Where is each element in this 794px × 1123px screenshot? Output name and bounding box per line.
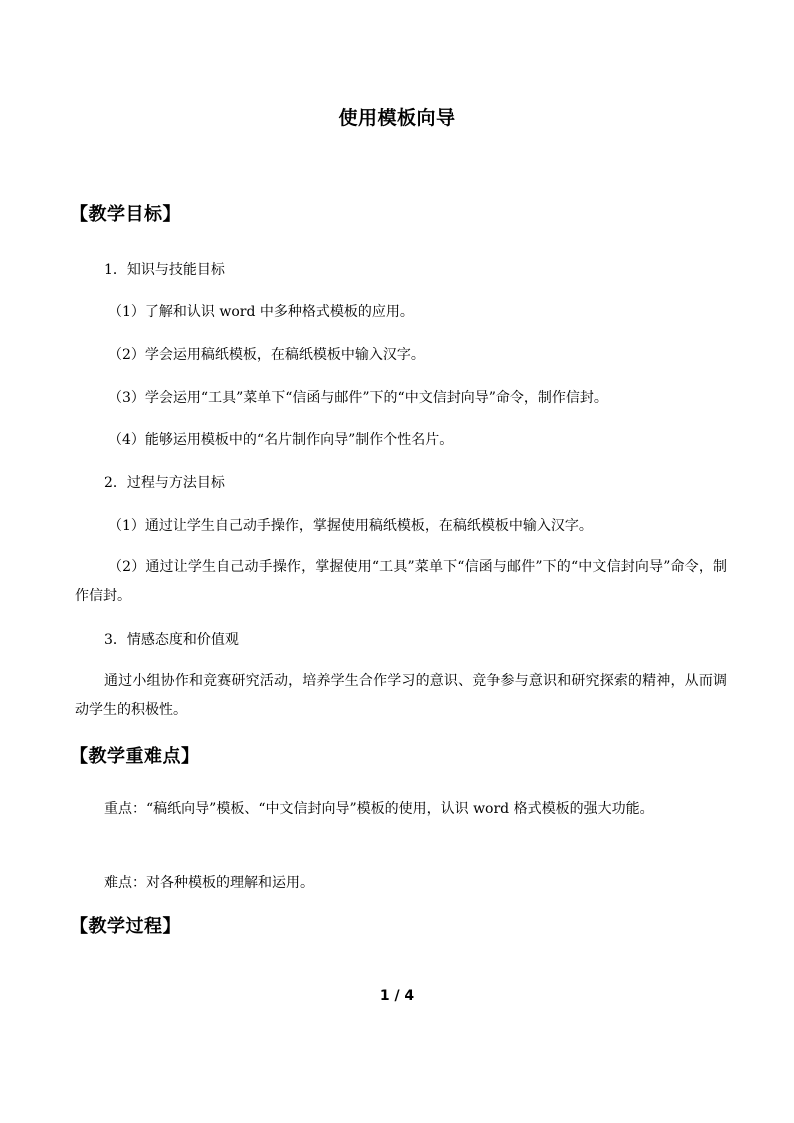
document-title: 使用模板向导 — [338, 107, 456, 129]
page-number: 1 / 4 — [379, 988, 415, 1004]
objective-knowledge-item-1: （1）了解和认识 word 中多种格式模板的应用。 — [108, 304, 414, 320]
objective-knowledge-item-4: （4）能够运用模板中的“名片制作向导”制作个性名片。 — [108, 432, 454, 448]
objective-knowledge-label: 1．知识与技能目标 — [104, 262, 225, 278]
heading-key-points: 【教学重难点】 — [70, 746, 200, 767]
objective-process-item-1: （1）通过让学生自己动手操作，掌握使用稿纸模板，在稿纸模板中输入汉字。 — [108, 518, 593, 534]
key-point-focus: 重点：“稿纸向导”模板、“中文信封向导”模板的使用，认识 word 格式模板的强大功能。 — [104, 801, 654, 817]
objective-attitude-text: 通过小组协作和竞赛研究活动，培养学生合作学习的意识、竞争参与意识和研究探索的精神，从而调动学生的积极性。 — [75, 673, 727, 718]
objective-process-item-2: （2）通过让学生自己动手操作，掌握使用“工具”菜单下“信函与邮件”下的“中文信封向导”命令，制作信封。 — [75, 559, 727, 604]
objective-attitude-label: 3．情感态度和价值观 — [104, 632, 239, 648]
key-point-difficulty: 难点：对各种模板的理解和运用。 — [104, 875, 314, 891]
heading-teaching-process: 【教学过程】 — [70, 916, 181, 937]
heading-teaching-objectives: 【教学目标】 — [70, 204, 181, 225]
objective-knowledge-item-2: （2）学会运用稿纸模板，在稿纸模板中输入汉字。 — [108, 347, 425, 363]
objective-knowledge-item-3: （3）学会运用“工具”菜单下“信函与邮件”下的“中文信封向导”命令，制作信封。 — [108, 390, 608, 406]
objective-process-label: 2．过程与方法目标 — [104, 475, 225, 491]
